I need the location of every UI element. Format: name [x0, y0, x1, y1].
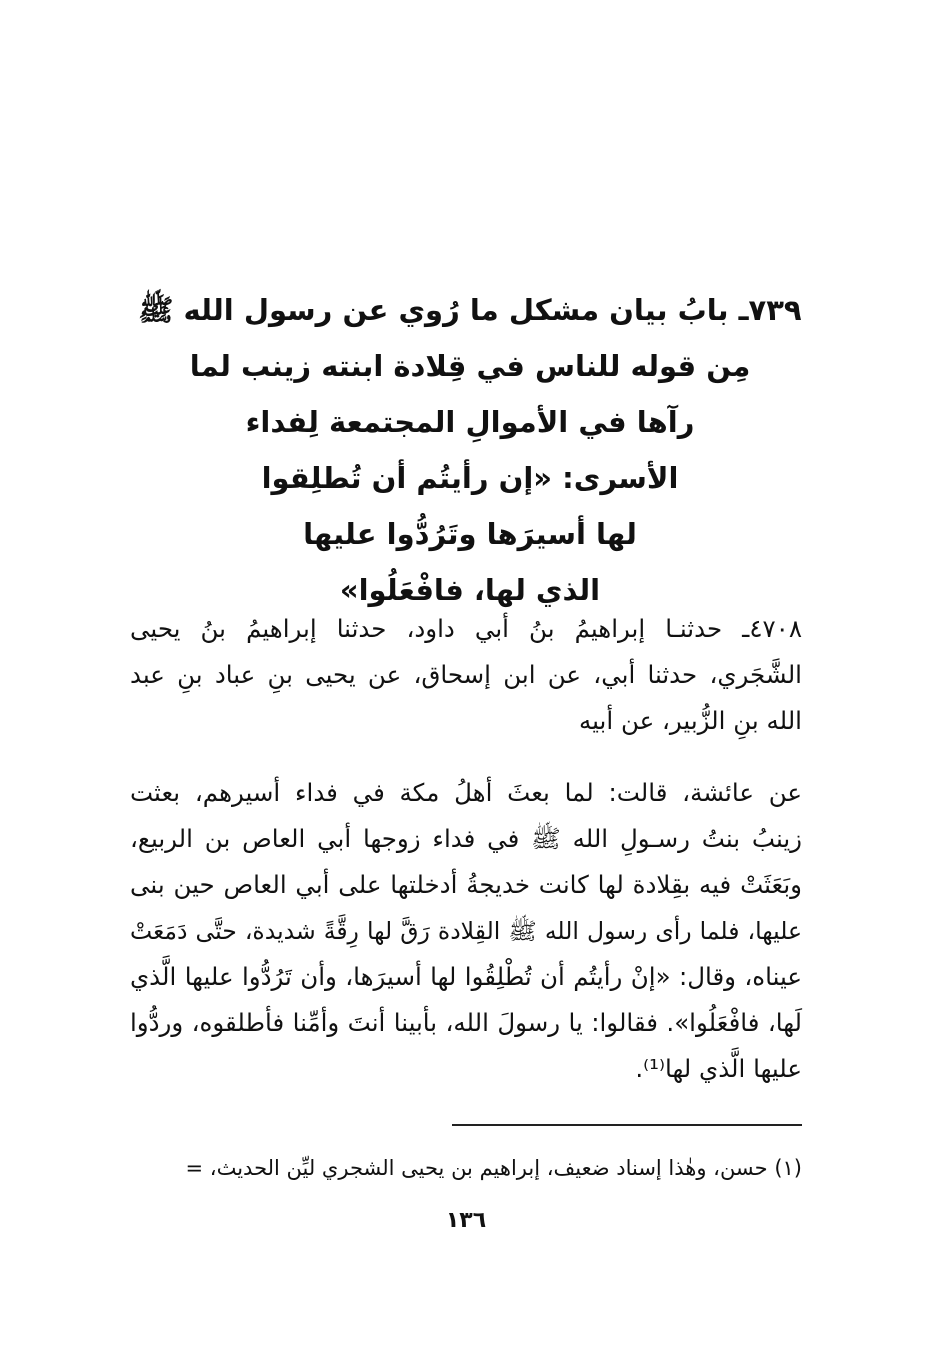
matn-line: عيناه، وقال: «إنْ رأيتُم أن تُطْلِقُوا لها أسيرَها، وأن تَرُدُّوا عليها الَّذي [130, 962, 802, 991]
isnad-line: ٤٧٠٨ـ حدثنـا إبراهيمُ بنُ أبي داود، حدثنا إبراهيمُ بنُ يحيى [130, 614, 802, 643]
chapter-title-line: لها أسيرَها وتَرُدُّوا عليها [303, 517, 637, 551]
isnad-line: الشَّجَري، حدثنا أبي، عن ابن إسحاق، عن يحيى بنِ عباد بنِ عبد [130, 660, 802, 689]
hadith-matn [130, 770, 802, 1092]
matn-line: عليها الَّذي لها⁽¹⁾. [635, 1054, 802, 1083]
page-number: ١٣٦ [445, 1208, 487, 1233]
hadith-isnad [130, 606, 802, 744]
matn-line: وبَعَثَتْ فيه بقِلادة لها كانت خديجةُ أدخلتها على أبي العاص حين بنى [130, 870, 802, 899]
chapter-title-line: الذي لها، فافْعَلُوا» [339, 573, 601, 607]
chapter-title-line: ٧٣٩ـ بابُ بيان مشكل ما رُوي عن رسول الله ﷺ [138, 293, 802, 327]
footnote: (١) حسن، وهٰذا إسناد ضعيف، إبراهيم بن يحيى الشجري ليِّن الحديث، = [185, 1156, 802, 1180]
chapter-title-line: مِن قوله للناس في قِلادة ابنته زينب لما [189, 349, 751, 383]
chapter-title-line: رآها في الأموالِ المجتمعة لِفداء [245, 405, 695, 439]
matn-line: لَها، فافْعَلُوا». فقالوا: يا رسولَ الله، بأبينا أنتَ وأمِّنا فأطلقوه، وردُّوا [130, 1008, 802, 1037]
matn-line: عليها، فلما رأى رسول الله ﷺ القِلادة رَقَّ لها رِقَّةً شديدة، حتَّى دَمَعَتْ [130, 917, 802, 945]
isnad-line: الله بنِ الزُّبير، عن أبيه [579, 706, 802, 735]
chapter-title-line: الأسرى: «إن رأيتُم أن تُطلِقوا [261, 461, 679, 495]
chapter-title [120, 282, 820, 618]
footnote-separator [452, 1124, 802, 1126]
matn-line: عن عائشة، قالت: لما بعثَ أهلُ مكة في فداء أسيرهم، بعثت [130, 778, 802, 807]
matn-line: زينبُ بنتُ رسـولِ الله ﷺ في فداء زوجها أبي العاص بن الربيع، [130, 824, 802, 853]
